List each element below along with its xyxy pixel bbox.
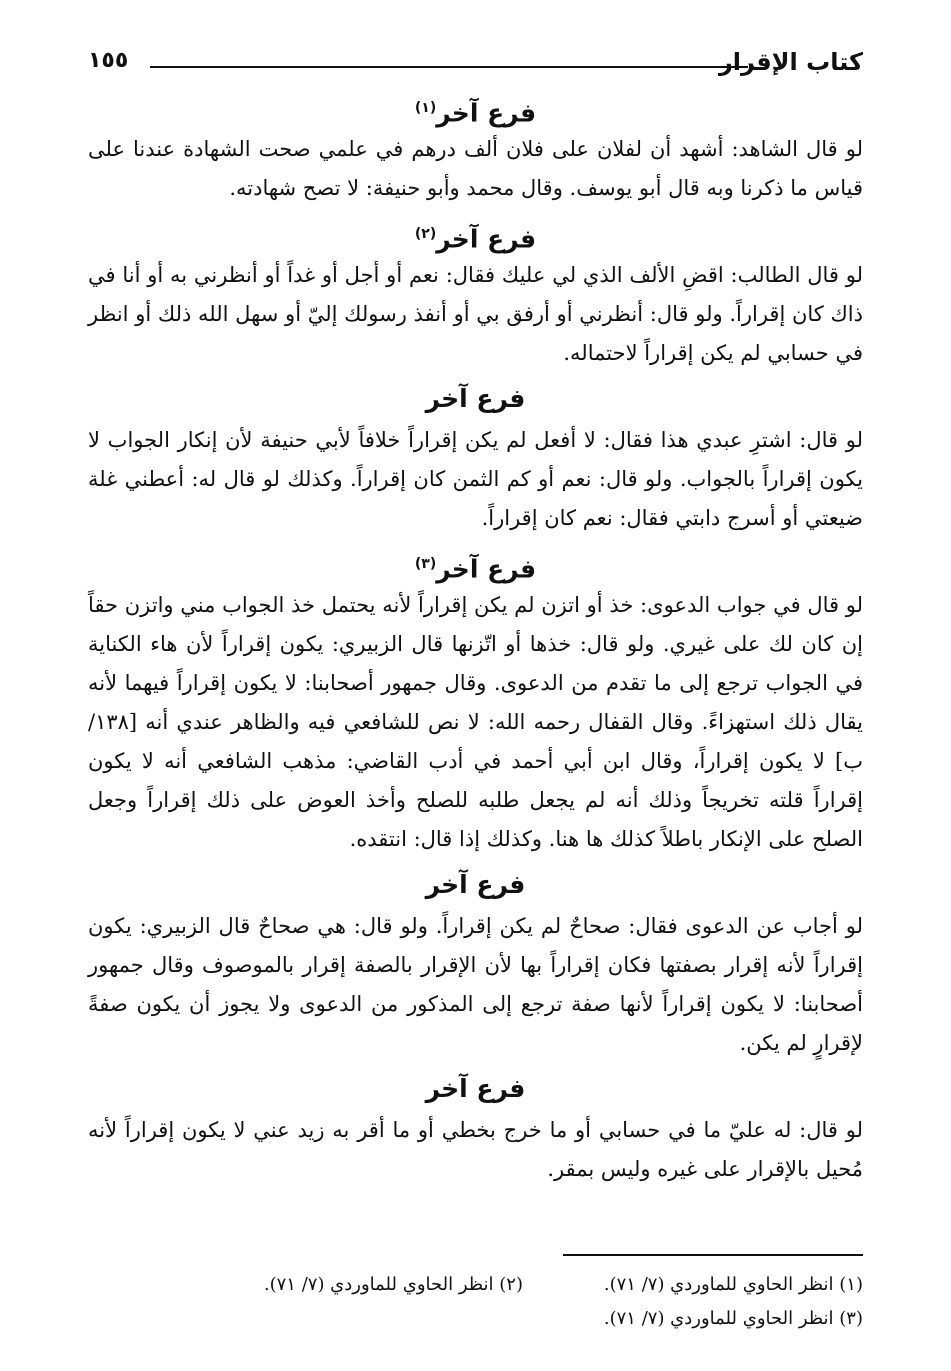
footnote-number: (٢) xyxy=(499,1274,523,1295)
section-heading xyxy=(88,544,863,586)
section-paragraph: لو أجاب عن الدعوى فقال: صحاحٌ لم يكن إقراراً. ولو قال: هي صحاحٌ قال الزبيري: يكون إقراراً لأنه إقرار بصفتها فكان إقراراً بها لأن الإقرار بالصفة إقرار بالموصوف وقال جمهور أصحابنا: لا يكون إقراراً لأنها صفة ترجع إلى المذكور من الدعوى ولا يجوز أن يكون صفةً لإقرارٍ لم يكن. xyxy=(88,914,863,1055)
header-rule xyxy=(150,66,748,68)
section-paragraph: لو قال الطالب: اقضِ الألف الذي لي عليك فقال: نعم أو أجل أو غداً أو أنظرني به أو أنا في ذاك كان إقراراً. ولو قال: أنظرني أو أرفق بي أو أنفذ رسولك إليّ أو سهل الله ذلك أو انظر في حسابي لم يكن إقراراً لاحتماله. xyxy=(88,263,863,365)
footnote-row xyxy=(88,1268,863,1302)
heading-text: فرع آخر xyxy=(436,224,537,254)
section-heading xyxy=(88,1069,863,1111)
section-paragraph: لو قال في جواب الدعوى: خذ أو اتزن لم يكن إقراراً لأنه يحتمل خذ الجواب مني واتزن حقاً إن كان لك على غيري. ولو قال: خذها أو اتّزنها قال الزبيري: يكون إقراراً لأن هاء الكناية في الجواب ترجع إلى ما تقدم من الدعوى. وقال جمهور أصحابنا: لا يكون إقراراً فيهما لأنه يقال ذلك استهزاءً. وقال القفال رحمه الله: لا نص للشافعي فيه والظاهر عندي أنه [١٣٨/ب] لا يكون إقراراً، وقال ابن أبي أحمد في أدب القاضي: مذهب الشافعي أنه لا يكون إقراراً قلته تخريجاً وذلك أنه لم يجعل طلبه للصلح وأخذ العوض على ذلك إقراراً وجعل الصلح على الإنكار باطلاً كذلك ها هنا. وكذلك إذا قال: انتقده. xyxy=(88,593,863,851)
footnote-row xyxy=(88,1302,863,1336)
heading-text: فرع آخر xyxy=(425,384,526,413)
footnote-marker: (٢) xyxy=(414,226,437,242)
footnote-separator xyxy=(563,1254,863,1256)
page-number: ١٥٥ xyxy=(88,48,129,73)
footnote-1 xyxy=(523,1268,863,1302)
section-paragraph: لو قال الشاهد: أشهد أن لفلان على فلان ألف درهم في علمي صحت الشهادة عندنا على قياس ما ذكرنا وبه قال أبو يوسف. وقال محمد وأبو حنيفة: لا تصح شهادته. xyxy=(88,137,863,200)
footnote-text: انظر الحاوي للماوردي (٧/ ٧١). xyxy=(603,1308,834,1329)
footnote-marker: (٣) xyxy=(414,556,437,572)
footnote-text: انظر الحاوي للماوردي (٧/ ٧١). xyxy=(263,1274,494,1295)
heading-text: فرع آخر xyxy=(425,870,526,899)
footnote-2 xyxy=(183,1268,523,1302)
footnote-text: انظر الحاوي للماوردي (٧/ ٧١). xyxy=(603,1274,834,1295)
section-paragraph: لو قال: له عليّ ما في حسابي أو ما خرج بخطي أو ما أقر به زيد عني لا يكون إقراراً لأنه مُحيل بالإقرار على غيره وليس بمقر. xyxy=(88,1118,863,1181)
running-title: كتاب الإقرار xyxy=(718,48,863,76)
page-body xyxy=(88,88,863,1195)
footnote-marker: (١) xyxy=(414,100,437,116)
heading-text: فرع آخر xyxy=(436,554,537,584)
footnote-number: (٣) xyxy=(839,1308,863,1329)
section-heading xyxy=(88,88,863,130)
heading-text: فرع آخر xyxy=(436,98,537,128)
section-heading xyxy=(88,865,863,907)
section-heading xyxy=(88,379,863,421)
footnotes xyxy=(88,1268,863,1336)
section-paragraph: لو قال: اشترِ عبدي هذا فقال: لا أفعل لم يكن إقراراً خلافاً لأبي حنيفة لأن إنكار الجواب لا يكون إقراراً بالجواب. ولو قال: نعم أو كم الثمن كان إقراراً. وكذلك لو قال له: أعطني غلة ضيعتي أو أسرج دابتي فقال: نعم كان إقراراً. xyxy=(88,428,863,530)
footnote-number: (١) xyxy=(839,1274,863,1295)
section-heading xyxy=(88,214,863,256)
footnote-3 xyxy=(523,1302,863,1336)
page-header xyxy=(88,38,863,78)
heading-text: فرع آخر xyxy=(425,1074,526,1103)
